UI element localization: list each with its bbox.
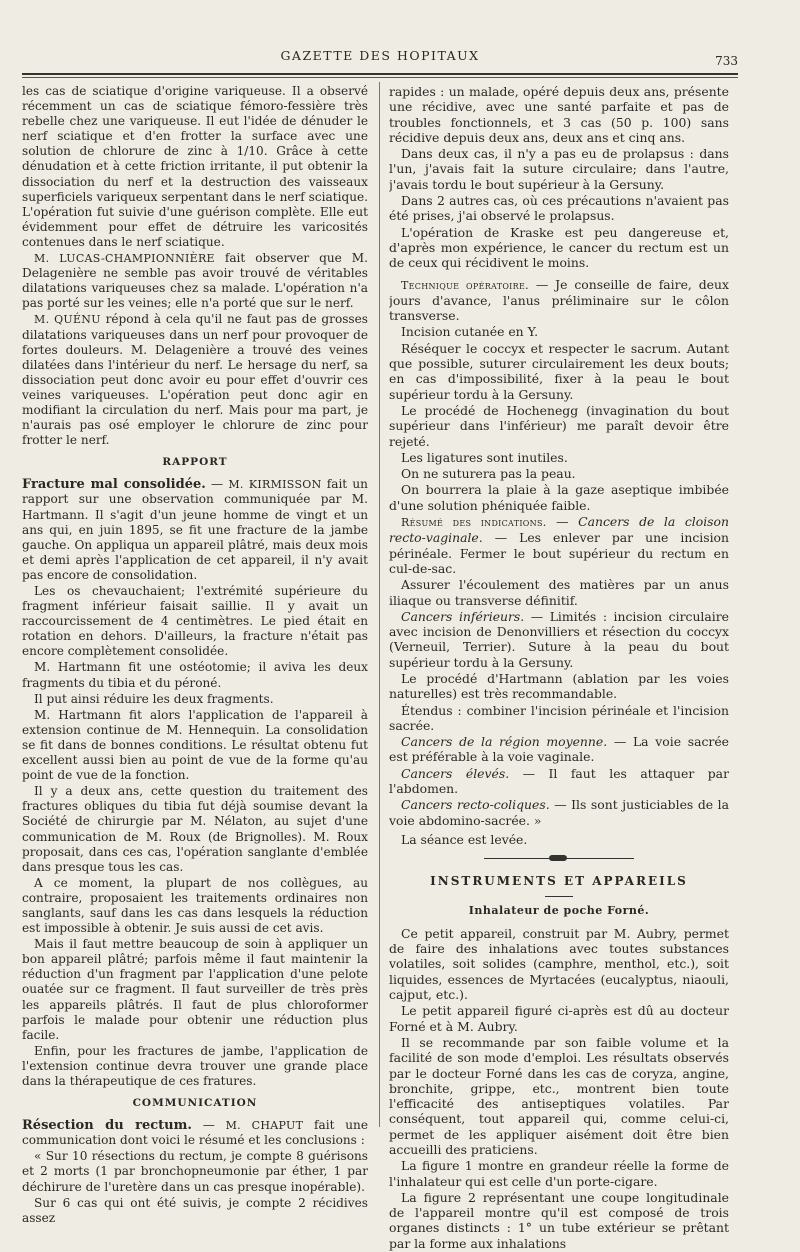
article-lead: Résection du rectum.	[22, 1118, 192, 1134]
speaker-name: M. CHAPUT	[225, 1119, 304, 1133]
paragraph-text: — La voie sacrée est préférable à la voie vaginale.	[389, 734, 729, 765]
right-column	[389, 84, 729, 1252]
paragraph: Les ligatures sont inutiles.	[401, 449, 568, 465]
paragraph: « Sur 10 résections du rectum, je compte 8 guérisons et 2 morts (1 par bronchopneumonie par éther, 1 par déchirure de l'uretère dans un cas presque inopérable).	[22, 1149, 368, 1194]
paragraph: M. Hartmann fit une ostéotomie; il aviva les deux fragments du tibia et du péroné.	[22, 660, 368, 690]
paragraph	[22, 251, 368, 311]
speaker-name: M. KIRMISSON	[228, 478, 322, 492]
dash: —	[205, 477, 229, 492]
paragraph: Il y a deux ans, cette question du traitement des fractures obliques du tibia fut déjà soumise devant la Société de chirurgie par M. Nélaton, au sujet d'une communication de M. Roux (de Brignolles). M. Roux proposait, dans ces cas, l'opération sanglante d'emblée dans presque tous les cas.	[22, 784, 368, 874]
paragraph: Ce petit appareil, construit par M. Aubry, permet de faire des inhalations avec toutes substances volatiles, soit solides (camphre, menthol, etc.), soit liquides, essences de Myrtacées (eucalyptus, niaouli, cajput, etc.).	[389, 925, 729, 1003]
italic-label: Cancers de la cloison recto-vaginale.	[389, 514, 729, 546]
paragraph: La séance est levée.	[401, 831, 528, 847]
page-number: 733	[715, 54, 738, 68]
left-column	[22, 84, 368, 1227]
paragraph	[389, 734, 729, 765]
column-separator	[379, 82, 380, 1127]
paragraph-text: — Les enlever par une incision périnéale. Fermer le bout supérieur du rectum en cul-de-sac.	[389, 530, 729, 576]
paragraph: Incision cutanée en Y.	[401, 324, 539, 340]
paragraph	[389, 766, 729, 797]
paragraph: Étendus : combiner l'incision périnéale et l'incision sacrée.	[389, 702, 729, 733]
paragraph: On ne suturera pas la peau.	[401, 466, 576, 482]
section-heading-rapport: RAPPORT	[162, 456, 228, 469]
paragraph: Le procédé de Hochenegg (invagination du bout supérieur dans l'inférieur) me paraît devoir être rejeté.	[389, 402, 729, 449]
paragraph-text: fait une communication dont voici le résumé et les conclusions :	[22, 1118, 368, 1148]
section-lead: Technique opératoire.	[401, 278, 529, 292]
paragraph	[22, 312, 368, 448]
speaker-name: M. LUCAS-CHAMPIONNIÈRE	[34, 252, 215, 266]
section-ornament	[389, 852, 729, 866]
paragraph: On bourrera la plaie à la gaze aseptique imbibée d'une solution phéniquée faible.	[389, 482, 729, 513]
header-rule-thin	[22, 77, 738, 78]
paragraph-text: — Ils sont justiciables de la voie abdomino-sacrée. »	[389, 797, 729, 828]
paragraph: rapides : un malade, opéré depuis deux ans, présente une récidive, avec une santé parfaite et pas de troubles fonctionnels, et 3 cas (50 p. 100) sans récidive depuis deux ans, deux ans et cinq ans.	[389, 84, 729, 145]
paragraph: Le petit appareil figuré ci-après est dû au docteur Forné et à M. Aubry.	[389, 1003, 729, 1034]
paragraph: les cas de sciatique d'origine variqueuse. Il a observé récemment un cas de sciatique fémoro-fessière très rebelle chez une variqueuse. Il eut l'idée de dénuder le nerf sciatique et d'en frotter la surface avec une solution de chlorure de zinc à 1/10. Grâce à cette dénudation et à cette friction irritante, il put obtenir la dissociation du nerf et la destruction des vaisseaux superficiels variqueux serpentant dans le nerf sciatique. L'opération fut suivie d'une guérison complète. Elle eut évidemment pour effet de détruire les varicosités contenues dans le nerf sciatique.	[22, 84, 368, 249]
paragraph	[389, 514, 729, 576]
paragraph: Enfin, pour les fractures de jambe, l'application de l'extension continue devra trouver une grande place dans la thérapeutique de ces fratures.	[22, 1043, 368, 1088]
heading-rule	[545, 896, 573, 897]
paragraph	[22, 1118, 368, 1148]
paragraph: Assurer l'écoulement des matières par un anus iliaque ou transverse définitif.	[389, 577, 729, 608]
ornament-dot	[549, 855, 567, 861]
section-lead: Résumé des indications.	[401, 516, 547, 530]
paragraph-text: — Limités : incision circulaire avec incision de Denonvilliers et résection du coccyx (Verneuil, Terrier). Suture à la peau du bout supérieur tordu à la Gersuny.	[389, 608, 729, 670]
paragraph-text: fait observer que M. Delagenière ne semble pas avoir trouvé de véritables dilatations variqueuses chez sa malade. L'opération n'a pas porté sur les veines; elle n'a porté que sur le nerf.	[22, 251, 368, 311]
italic-label: Cancers inférieurs.	[401, 608, 525, 624]
paragraph: Les os chevauchaient; l'extrémité supérieure du fragment inférieur faisait saillie. Il y avait un raccourcissement de 4 centimètres. Le pied était en rotation en dehors. D'ailleurs, la fracture n'était pas encore complètement consolidée.	[22, 584, 368, 659]
paragraph	[389, 609, 729, 670]
paragraph: Il se recommande par son faible volume et la facilité de son mode d'emploi. Les résultats observés par le docteur Forné dans les cas de coryza, angine, bronchite, grippe, etc., montrent bien toute l'efficacité des antiseptiques volatiles. Par conséquent, tout appareil qui, comme celui-ci, permet de les appliquer aisément doit être bien accueilli des praticiens.	[389, 1034, 729, 1157]
journal-title: GAZETTE DES HOPITAUX	[280, 48, 480, 63]
paragraph	[389, 277, 729, 324]
dash: —	[191, 1118, 226, 1133]
header-rule	[22, 73, 738, 75]
paragraph: Dans 2 autres cas, où ces précautions n'avaient pas été prises, j'ai observé le prolapsus.	[389, 193, 729, 224]
italic-label: Cancers élevés.	[401, 765, 510, 781]
paragraph: Sur 6 cas qui ont été suivis, je compte 2 récidives assez	[22, 1195, 368, 1225]
paragraph-text: — Il faut les attaquer par l'abdomen.	[389, 765, 729, 797]
paragraph	[389, 797, 729, 828]
italic-label: Cancers de la région moyenne.	[401, 734, 608, 750]
paragraph-text: répond à cela qu'il ne faut pas de grosses dilatations variqueuses dans un nerf pour provoquer de fortes douleurs. M. Delagenière a trouvé des veines dilatées dans l'intérieur du nerf. Le hersage du nerf, sa dissociation peut donc avoir eu pour effet d'ouvrir ces veines variqueuses. L'opération peut donc agir en modifiant la circulation du nerf. Mais pour ma part, je n'aurais pas osé employer le chlorure de zinc pour frotter le nerf.	[22, 312, 368, 448]
article-lead: Fracture mal consolidée.	[22, 477, 206, 493]
paragraph: L'opération de Kraske est peu dangereuse et, d'après mon expérience, le cancer du rectum est un de ceux qui récidivent le moins.	[389, 224, 729, 271]
paragraph: M. Hartmann fit alors l'application de l'appareil à extension continue de M. Hennequin. La consolidation se fit dans de bonnes conditions. Le résultat obtenu fut excellent aussi bien au point de vue de la forme qu'au point de vue de la fonction.	[22, 707, 368, 783]
italic-label: Cancers recto-coliques.	[401, 797, 550, 813]
paragraph: Mais il faut mettre beaucoup de soin à appliquer un bon appareil plâtré; parfois même il faut maintenir la réduction d'un fragment par l'application d'une pelote ouatée sur ce fragment. Il faut surveiller de très près les appareils plâtrés. Il faut de plus chloroformer parfois le malade pour obtenir une réduction plus facile.	[22, 937, 368, 1042]
paragraph: Le procédé d'Hartmann (ablation par les voies naturelles) est très recommandable.	[389, 670, 729, 702]
paragraph: Réséquer le coccyx et respecter le sacrum. Autant que possible, suturer circulairement les deux bouts; en cas d'impossibilité, fixer à la peau le bout supérieur tordu à la Gersuny.	[389, 340, 729, 402]
paragraph	[22, 477, 368, 583]
section-heading-instruments: INSTRUMENTS ET APPAREILS	[430, 874, 688, 889]
speaker-name: M. QUÉNU	[34, 313, 101, 327]
paragraph: La figure 1 montre en grandeur réelle la forme de l'inhalateur qui est celle d'un porte-cigare.	[389, 1158, 729, 1189]
paragraph-text: — Je conseille de faire, deux jours d'avance, l'anus préliminaire sur le côlon transverse.	[389, 276, 729, 324]
section-heading-communication: COMMUNICATION	[132, 1097, 258, 1110]
paragraph: Dans deux cas, il n'y a pas eu de prolapsus : dans l'un, j'avais fait la suture circulaire; dans l'autre, j'avais tordu le bout supérieur à la Gersuny.	[389, 146, 729, 192]
paragraph: Il put ainsi réduire les deux fragments.	[34, 691, 274, 706]
paragraph: A ce moment, la plupart de nos collègues, au contraire, proposaient les traitements ordinaires non sanglants, sauf dans les cas dans lesquels la réduction est impossible à obtenir. Je suis aussi de cet avis.	[22, 875, 368, 936]
dash: —	[546, 514, 579, 530]
page-header	[22, 44, 738, 66]
paragraph-text: fait un rapport sur une observation communiquée par M. Hartmann. Il s'agit d'un jeune homme de vingt et un ans qui, en juin 1895, se fit une fracture de la jambe gauche. On appliqua un appareil plâtré, mais deux mois et demi après l'application de cet appareil, il n'y avait pas encore de consolidation.	[22, 477, 368, 582]
paragraph: La figure 2 représentant une coupe longitudinale de l'appareil montre qu'il est composé de trois organes distincts : 1° un tube extérieur se prêtant par la forme aux inhalations	[389, 1189, 729, 1251]
article-subheading: Inhalateur de poche Forné.	[468, 903, 650, 917]
